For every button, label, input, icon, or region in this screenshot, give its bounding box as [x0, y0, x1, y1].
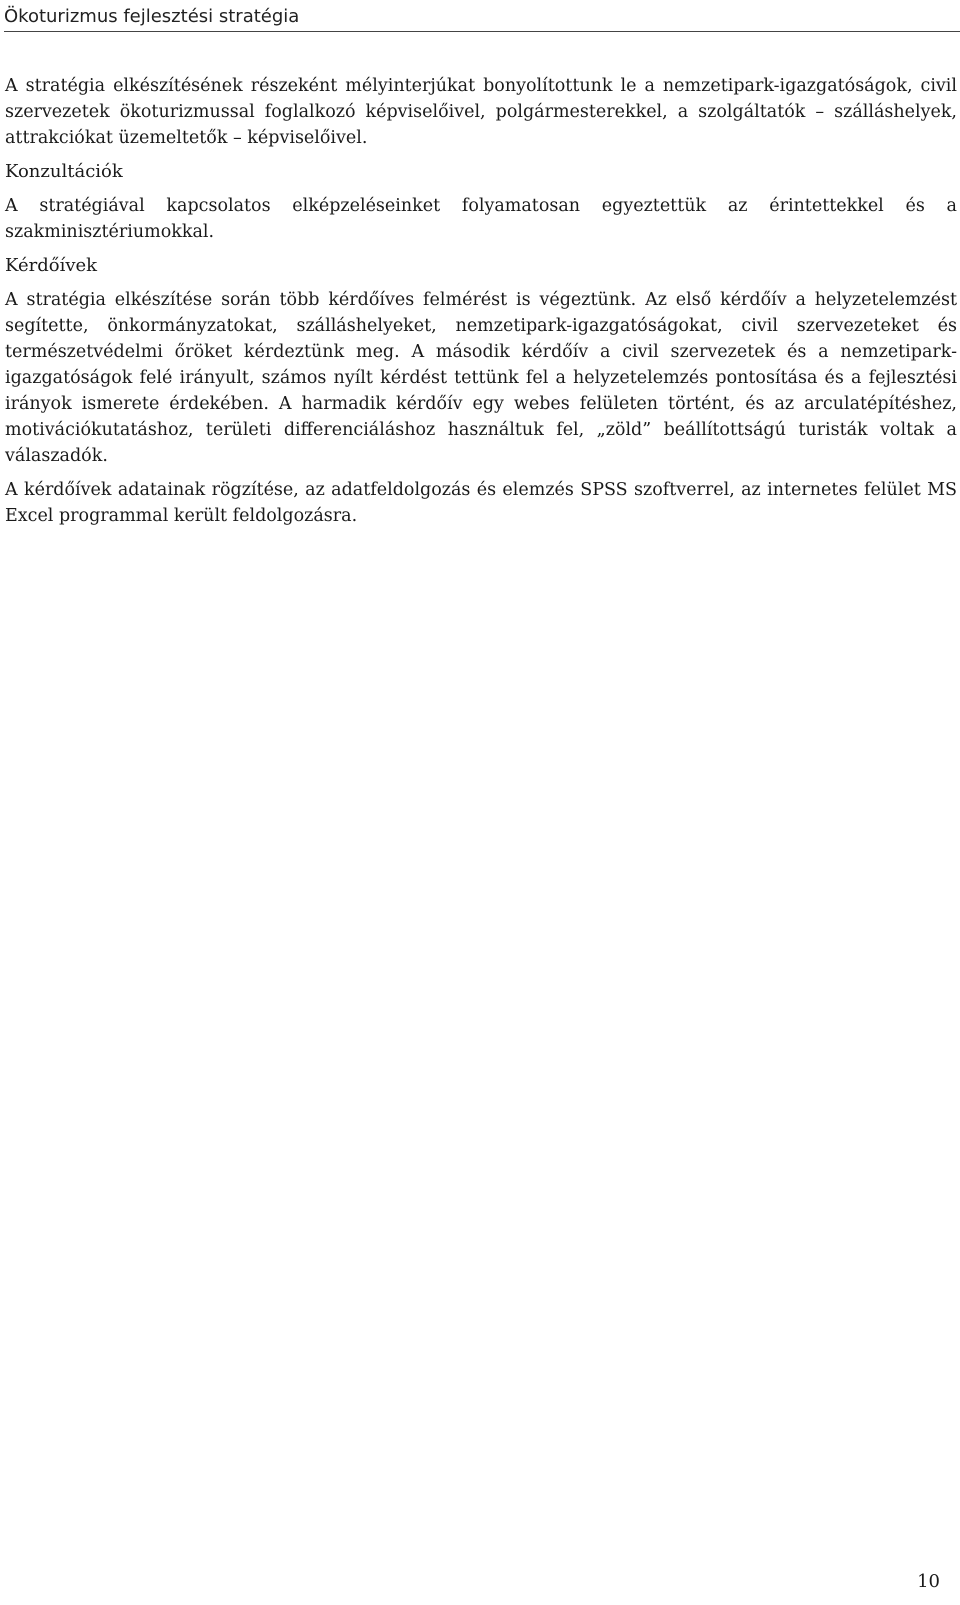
heading-consultations: Konzultációk [5, 161, 123, 182]
document-title: Ökoturizmus fejlesztési stratégia [4, 6, 300, 27]
page-header [4, 4, 960, 32]
page-number: 10 [917, 1571, 940, 1592]
paragraph-interviews: A stratégia elkészítésének részeként mélyinterjúkat bonyolítottunk le a nemzetipark-igazgatóságok, civil szervezetek ökoturizmussal foglalkozó képviselőivel, polgármesterekkel, a szolgáltatók – szálláshelyek, attrakciókat üzemeltetők – képviselőivel. [5, 76, 957, 148]
heading-questionnaires: Kérdőívek [5, 255, 98, 276]
paragraph-data-processing: A kérdőívek adatainak rögzítése, az adatfeldolgozás és elemzés SPSS szoftverrel, az internetes felület MS Excel programmal került feldolgozásra. [5, 480, 957, 526]
paragraph-questionnaires: A stratégia elkészítése során több kérdőíves felmérést is végeztünk. Az első kérdőív a helyzetelemzést segítette, önkormányzatokat, szálláshelyeket, nemzetipark-igazgatóságokat, civil szervezeteket és természetvédelmi őröket kérdeztünk meg. A második kérdőív a civil szervezetek és a nemzetipark-igazgatóságok felé irányult, számos nyílt kérdést tettünk fel a helyzetelemzés pontosítása és a fejlesztési irányok ismerete érdekében. A harmadik kérdőív egy webes felületen történt, és az arculatépítéshez, motivációkutatáshoz, területi differenciáláshoz használtuk fel, „zöld” beállítottságú turisták voltak a válaszadók. [5, 290, 957, 466]
paragraph-consultations: A stratégiával kapcsolatos elképzeléseinket folyamatosan egyeztettük az érintettekkel és a szakminisztériumokkal. [5, 196, 957, 242]
document-body [5, 73, 957, 529]
